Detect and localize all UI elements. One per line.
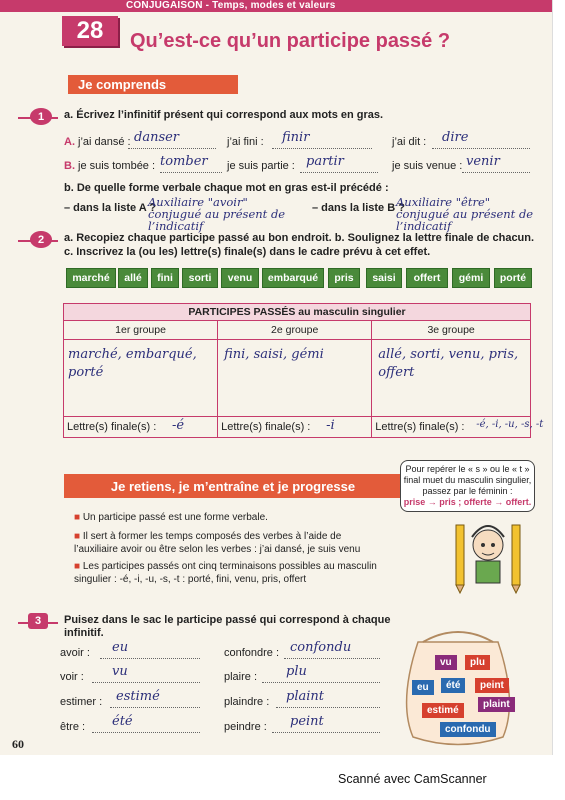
rule-2-text: Il sert à former les temps composés des verbes à l’aide de l’auxiliaire avoir ou être selon les verbes : j’ai dansé, je suis venu bbox=[74, 531, 361, 555]
final-label: Lettre(s) finale(s) : bbox=[67, 421, 157, 433]
ex3-answer[interactable]: estimé bbox=[116, 689, 160, 704]
exercise-1-number: 1 bbox=[30, 108, 52, 125]
final-answer[interactable]: -i bbox=[326, 418, 335, 433]
ex1-prompt: je suis tombée : bbox=[78, 160, 156, 172]
ex1-answer[interactable]: partir bbox=[306, 154, 344, 169]
exercise-2-number: 2 bbox=[30, 231, 52, 248]
answer-line bbox=[300, 172, 378, 173]
lesson-number: 28 bbox=[62, 16, 118, 46]
ex1-answer[interactable]: finir bbox=[282, 130, 310, 145]
word-chip: offert bbox=[406, 268, 448, 288]
bag-word: confondu bbox=[440, 722, 496, 737]
ex1-answer[interactable]: tomber bbox=[160, 154, 208, 169]
ex1-prompt: j’ai fini : bbox=[227, 136, 264, 148]
rule-1-text: Un participe passé est une forme verbale. bbox=[82, 512, 268, 523]
answer-line bbox=[432, 148, 530, 149]
word-chip: saisi bbox=[366, 268, 402, 288]
group-header: 2e groupe bbox=[218, 321, 372, 340]
table-title: PARTICIPES PASSÉS au masculin singulier bbox=[64, 304, 531, 321]
final-letter-cell[interactable] bbox=[218, 417, 372, 438]
final-answer[interactable]: -é, -i, -u, -s, -t bbox=[476, 419, 544, 430]
ex1-rowA-label: A. bbox=[64, 136, 75, 148]
ex2-instruction-a: a. Recopiez chaque participe passé au bon endroit. b. Soulignez la lettre finale de chacun. bbox=[64, 232, 535, 244]
group-answer[interactable]: marché, embarqué, porté bbox=[68, 347, 197, 380]
bag-word: été bbox=[441, 678, 465, 693]
ex3-prompt: être : bbox=[60, 721, 86, 733]
final-label: Lettre(s) finale(s) : bbox=[375, 421, 465, 433]
exercise-3-number: 3 bbox=[28, 613, 48, 629]
answer-line bbox=[100, 658, 200, 659]
rule-3: ■ Les participes passés ont cinq terminaisons possibles au masculin singulier : -é, -i, -u, -s, -t : porté, fini, venu, pris, offert bbox=[74, 561, 377, 585]
answer-line bbox=[462, 172, 530, 173]
group-header: 3e groupe bbox=[372, 321, 531, 340]
bag-word: vu bbox=[435, 655, 457, 670]
word-chip: marché bbox=[66, 268, 116, 288]
bag-word: plaint bbox=[478, 697, 515, 712]
answer-line bbox=[276, 707, 380, 708]
page-number: 60 bbox=[12, 737, 24, 751]
group-answer-cell[interactable] bbox=[64, 340, 218, 417]
final-label: Lettre(s) finale(s) : bbox=[221, 421, 311, 433]
group-answer[interactable]: fini, saisi, gémi bbox=[224, 347, 324, 362]
group-answer[interactable]: allé, sorti, venu, pris, offert bbox=[378, 347, 519, 380]
ex3-answer[interactable]: plaint bbox=[286, 689, 324, 704]
ex3-prompt: confondre : bbox=[224, 647, 280, 659]
ex3-answer[interactable]: eu bbox=[112, 640, 129, 655]
ex3-prompt: plaire : bbox=[224, 671, 258, 683]
final-letter-cell[interactable] bbox=[64, 417, 218, 438]
ex1-answer[interactable]: danser bbox=[134, 130, 180, 145]
ex3-answer[interactable]: été bbox=[112, 714, 133, 729]
word-chip: embarqué bbox=[262, 268, 324, 288]
bag-word: eu bbox=[412, 680, 434, 695]
ex3-prompt: estimer : bbox=[60, 696, 103, 708]
ex1-answer[interactable]: venir bbox=[466, 154, 500, 169]
bag-word: peint bbox=[475, 678, 509, 693]
ex3-prompt: voir : bbox=[60, 671, 84, 683]
answer-line bbox=[272, 148, 372, 149]
ex1-listA-answer[interactable]: Auxiliaire "avoir" conjugué au présent de l’indicatif bbox=[148, 195, 286, 233]
ex3-answer[interactable]: vu bbox=[112, 664, 128, 679]
answer-line bbox=[284, 658, 380, 659]
ex1-listB-answer[interactable]: Auxiliaire "être" conjugué au présent de l’indicatif bbox=[396, 195, 534, 233]
ex3-prompt: plaindre : bbox=[224, 696, 270, 708]
scanner-watermark: Scanné avec CamScanner bbox=[338, 772, 487, 786]
word-chip: porté bbox=[494, 268, 532, 288]
bag-word: estimé bbox=[422, 703, 464, 718]
participles-table bbox=[63, 303, 544, 438]
word-chip: allé bbox=[118, 268, 148, 288]
ex3-answer[interactable]: peint bbox=[290, 714, 324, 729]
rule-1: ■ Un participe passé est une forme verbale. bbox=[74, 512, 268, 523]
answer-line bbox=[160, 172, 222, 173]
word-chip: fini bbox=[151, 268, 179, 288]
ex1-prompt: je suis venue : bbox=[392, 160, 463, 172]
ex1-instruction-b: b. De quelle forme verbale chaque mot en gras est-il précédé : bbox=[64, 182, 389, 194]
final-letter-cell[interactable] bbox=[372, 417, 544, 438]
group-answer-cell[interactable] bbox=[218, 340, 372, 417]
bag-word: plu bbox=[465, 655, 490, 670]
ex1-listA-prompt: – dans la liste A ? bbox=[64, 202, 157, 214]
section-label: CONJUGAISON - Temps, modes et valeurs bbox=[126, 0, 336, 11]
tip-example: prise → pris ; offerte → offert. bbox=[403, 497, 532, 507]
ex1-rowB-label: B. bbox=[64, 160, 75, 172]
ex3-prompt: peindre : bbox=[224, 721, 267, 733]
je-retiens-banner: Je retiens, je m’entraîne et je progresse bbox=[64, 474, 402, 498]
rule-3-text: Les participes passés ont cinq terminaisons possibles au masculin singulier : -é, -i, -u, -s, -t : porté, fini, venu, pris, offert bbox=[74, 561, 377, 585]
ex3-answer[interactable]: plu bbox=[286, 664, 307, 679]
ex1-listB-prompt: – dans la liste B ? bbox=[312, 202, 405, 214]
ex3-answer[interactable]: confondu bbox=[290, 640, 352, 655]
ex1-prompt: j’ai dit : bbox=[392, 136, 427, 148]
answer-line bbox=[110, 707, 200, 708]
rule-2: ■ Il sert à former les temps composés des verbes à l’aide de l’auxiliaire avoir ou être selon les verbes : j’ai dansé, je suis venu bbox=[74, 531, 361, 555]
final-answer[interactable]: -é bbox=[172, 418, 185, 433]
word-chip: sorti bbox=[182, 268, 218, 288]
ex1-instruction-a: a. Écrivez l’infinitif présent qui correspond aux mots en gras. bbox=[64, 109, 384, 121]
ex1-prompt: je suis partie : bbox=[227, 160, 295, 172]
group-answer-cell[interactable] bbox=[372, 340, 531, 417]
answer-line bbox=[262, 682, 380, 683]
ex1-answer[interactable]: dire bbox=[442, 130, 469, 145]
ex3-instruction: Puisez dans le sac le participe passé qui correspond à chaque infinitif. bbox=[64, 614, 391, 639]
word-chip: gémi bbox=[452, 268, 490, 288]
page-title: Qu’est-ce qu’un participe passé ? bbox=[130, 30, 451, 52]
je-comprends-banner: Je comprends bbox=[68, 75, 238, 94]
answer-line bbox=[272, 732, 380, 733]
pencil-character-illustration bbox=[448, 515, 528, 595]
ex2-instruction-c: c. Inscrivez la (ou les) lettre(s) finale(s) dans le cadre prévu à cet effet. bbox=[64, 246, 431, 258]
answer-line bbox=[92, 732, 200, 733]
ex3-prompt: avoir : bbox=[60, 647, 90, 659]
group-header: 1er groupe bbox=[64, 321, 218, 340]
answer-line bbox=[92, 682, 200, 683]
word-chip: pris bbox=[328, 268, 360, 288]
word-chip: venu bbox=[221, 268, 259, 288]
tip-bubble bbox=[400, 460, 535, 512]
ex1-prompt: j’ai dansé : bbox=[78, 136, 131, 148]
tip-text: Pour repérer le « s » ou le « t » final muet du masculin singulier, passez par le féminin : bbox=[403, 464, 532, 496]
answer-line bbox=[128, 148, 216, 149]
